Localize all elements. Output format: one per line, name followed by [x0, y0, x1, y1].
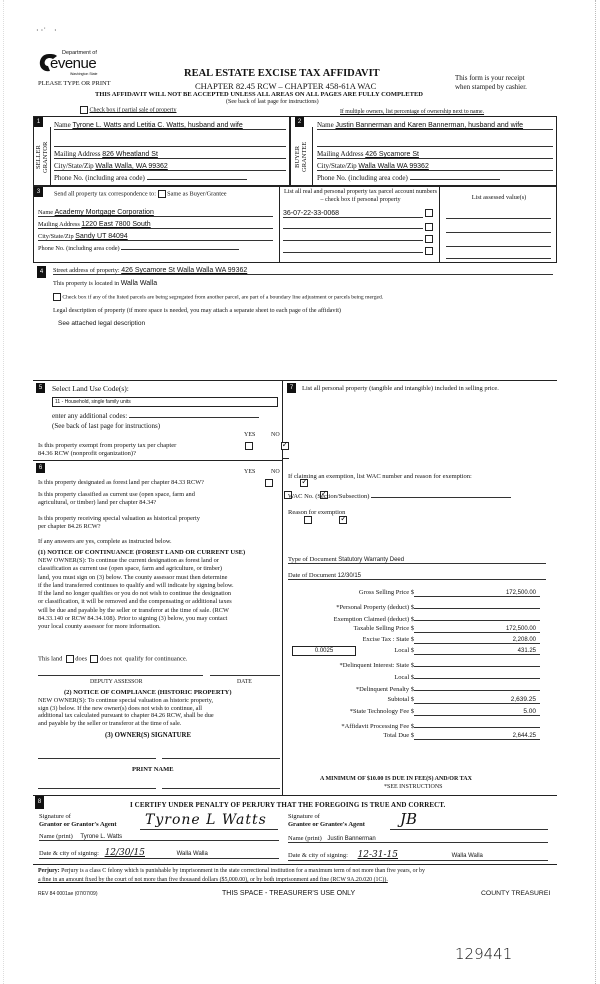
deputy-assessor-line[interactable]	[38, 675, 203, 676]
grantee-date-label: Date & city of signing:	[288, 852, 348, 859]
grantee-sig-label-2: Grantee or Grantee's Agent	[288, 821, 365, 828]
doc-type[interactable]: Statutory Warranty Deed	[338, 557, 405, 563]
this-land-label: This land	[38, 655, 63, 663]
exemption-label: If claiming an exemption, list WAC number and reason for exemption:	[288, 473, 472, 480]
land-use-instructions: (See back of last page for instructions)	[52, 422, 161, 430]
parcel-number[interactable]: 36-07-22-33-0068	[283, 210, 423, 218]
amount-label: *Delinquent Interest: State $	[339, 662, 414, 669]
amount-row-tech-fee	[288, 708, 546, 716]
rev-number: REV 84 0001ae (07/07/09)	[38, 891, 98, 897]
grantor-city[interactable]: Walla Walla	[176, 851, 208, 857]
additional-codes-label: enter any additional codes:	[52, 412, 128, 420]
receipt-note-1: This form is your receipt	[455, 74, 525, 82]
section-3-correspondence	[33, 186, 557, 263]
doc-type-label: Type of Document	[288, 556, 337, 563]
same-as-buyer-label: Same as Buyer/Grantee	[167, 190, 227, 198]
s6-q1-no-checkbox[interactable]	[300, 479, 308, 487]
logo-name: evenue	[50, 55, 97, 72]
amount-label: *Affidavit Processing Fee $	[341, 723, 414, 730]
correspondence-label: Send all property tax correspondence to:	[54, 190, 156, 198]
perjury-text-1: Perjury is a class C felony which is punishable by imprisonment in the state correctional institution for a maximum term of not more than five years, or by	[59, 868, 425, 874]
form-title: REAL ESTATE EXCISE TAX AFFIDAVIT	[184, 68, 380, 79]
section-number-8: 8	[35, 796, 44, 809]
corr-city-row	[38, 233, 273, 241]
section-number-4: 4	[37, 266, 46, 278]
grantor-sig-label-2: Grantor or Grantor's Agent	[39, 821, 117, 828]
s6-no-header: NO	[271, 469, 280, 475]
amount-label: *Delinquent Penalty $	[355, 686, 414, 693]
located-label: This property is located in	[53, 280, 120, 287]
amount-row-subtotal	[288, 696, 546, 704]
grantor-name[interactable]: Tyrone L. Watts	[80, 834, 123, 840]
parcel-number[interactable]	[283, 233, 423, 241]
personal-property-label: List all personal property (tangible and intangible) included in selling price.	[302, 385, 499, 392]
grantee-date[interactable]: 12-31-15	[357, 850, 399, 860]
grantee-signature-line[interactable]	[390, 829, 548, 830]
section-number-6: 6	[36, 463, 45, 473]
seller-phone[interactable]	[147, 179, 247, 180]
corr-city[interactable]: Sandy UT 84094	[75, 233, 128, 240]
assessor-date-line[interactable]	[210, 675, 280, 676]
reason-label: Reason for exemption	[288, 509, 346, 516]
scan-edge	[595, 0, 596, 984]
section-1-seller	[33, 116, 290, 186]
partial-sale-label: Check box if partial sale of property	[89, 107, 177, 114]
grantor-name-row	[39, 833, 279, 841]
amount-row-taxable	[288, 625, 546, 633]
notice1-line: NEW OWNER(S): To continue the current designation as forest land or	[38, 557, 219, 564]
amount-value[interactable]: 172,500.00	[414, 590, 540, 597]
personal-property-checkbox[interactable]	[425, 209, 433, 217]
amount-value[interactable]	[414, 601, 540, 609]
buyer-name-label: Name	[317, 121, 334, 129]
amount-label: Local $	[394, 647, 414, 654]
buyer-phone-label: Phone No. (including area code)	[317, 174, 408, 182]
exempt-question-1: Is this property exempt from property tax per chapter	[38, 442, 177, 449]
doc-type-row	[288, 556, 546, 564]
partial-sale	[80, 106, 176, 114]
seller-name[interactable]: Tyrone L. Watts and Letitia C. Watts, husband and wife	[72, 122, 243, 129]
located-value[interactable]: Walla Walla	[120, 280, 158, 287]
does-not-label: does not	[100, 655, 122, 663]
corr-mailing-row	[38, 221, 273, 229]
amount-label: Gross Selling Price $	[358, 589, 414, 596]
amount-row-personal	[288, 601, 546, 611]
seller-city-label: City/State/Zip	[54, 162, 94, 170]
s6-q1-yes-checkbox[interactable]	[265, 479, 273, 487]
seller-city-row	[54, 162, 286, 171]
owner-signature-label: (3) OWNER(S) SIGNATURE	[105, 732, 191, 739]
seller-side-strip	[34, 127, 51, 185]
amount-label: *Personal Property (deduct) $	[336, 604, 414, 611]
additional-codes-input[interactable]	[129, 411, 259, 418]
seller-phone-row	[54, 174, 286, 182]
seller-city[interactable]: Walla Walla, WA 99362	[95, 163, 168, 170]
wac-label: WAC No. (Section/Subsection)	[288, 493, 370, 500]
buyer-name[interactable]: Justin Bannerman and Karen Bannerman, husband and wife	[335, 122, 524, 129]
amount-row-local-tax	[288, 647, 546, 655]
segregated-row	[53, 293, 383, 301]
amount-value[interactable]: 2,208.00	[414, 637, 540, 644]
does-checkbox[interactable]	[66, 655, 74, 663]
amount-value[interactable]: 2,639.25	[414, 696, 540, 704]
s6-q3: Is this property receiving special valuation as historical property	[38, 515, 200, 522]
street-label: Street address of property:	[53, 267, 120, 274]
grantor-date-label: Date & city of signing:	[39, 850, 99, 857]
notice1-line: land, you must sign on (3) below. The county assessor must then determine	[38, 573, 228, 581]
assessed-value[interactable]	[446, 251, 551, 259]
grantee-date-row	[288, 850, 548, 861]
parcel-row-3	[283, 245, 438, 255]
s6-q3-line2: per chapter 84.26 RCW?	[38, 523, 101, 530]
grantee-name-row	[288, 835, 548, 843]
amount-value[interactable]: 5.00	[414, 708, 540, 716]
doc-date[interactable]: 12/30/15	[337, 573, 361, 579]
partial-sale-checkbox[interactable]	[80, 106, 88, 114]
notice2-line: additional tax calculated pursuant to chapter 84.26 RCW, shall be due	[38, 712, 214, 719]
assessed-value[interactable]	[446, 225, 551, 233]
form-warning: THIS AFFIDAVIT WILL NOT BE ACCEPTED UNLESS ALL AREAS ON ALL PAGES ARE FULLY COMPLETED	[95, 91, 423, 98]
amount-value[interactable]	[414, 659, 540, 667]
wac-row	[288, 491, 511, 500]
scan-specks: · ·˙ ·	[36, 26, 57, 35]
section-6-divider	[33, 460, 283, 461]
s6-q2: Is this property classified as current use (open space, farm and	[38, 491, 195, 498]
multiple-owners-note: If multiple owners, list percentage of ownership next to name.	[340, 109, 485, 115]
notice1-line: 84.33.140 or RCW 84.34.108). Prior to signing (3) below, you may contact	[38, 615, 228, 623]
amount-value[interactable]	[414, 671, 540, 679]
doc-date-row	[288, 572, 546, 580]
parcel-row-2	[283, 233, 438, 243]
print-name-label: PRINT NAME	[132, 766, 174, 773]
amount-value[interactable]: 2,644.25	[414, 733, 540, 740]
corr-mailing-label: Mailing Address	[38, 221, 80, 228]
amount-row-penalty	[288, 683, 546, 693]
treasurer-space: THIS SPACE - TREASURER'S USE ONLY	[222, 890, 356, 897]
amount-label: *State Technology Fee $	[349, 708, 414, 715]
print-name-line-1[interactable]	[38, 788, 156, 789]
personal-property-area[interactable]	[302, 404, 552, 454]
amount-value[interactable]	[414, 683, 540, 691]
s6-yes-header: YES	[244, 469, 256, 475]
amount-label: Local $	[394, 674, 414, 681]
corr-city-label: City/State/Zip	[38, 233, 74, 240]
street-address[interactable]: 426 Sycamore St Walla Walla WA 99362	[121, 267, 248, 274]
seller-side-label: SELLER GRANTOR	[35, 141, 49, 173]
wac-input[interactable]	[371, 491, 511, 498]
certify-statement: I CERTIFY UNDER PENALTY OF PERJURY THAT THE FOREGOING IS TRUE AND CORRECT.	[130, 801, 446, 809]
form-chapter: CHAPTER 82.45 RCW – CHAPTER 458-61A WAC	[195, 81, 377, 91]
grantor-signature-line[interactable]	[140, 829, 278, 830]
amount-label: Excise Tax : State $	[362, 636, 414, 643]
land-use-code-select[interactable]: 11 - Household, single family units	[52, 397, 278, 407]
corr-mailing[interactable]: 1220 East 7800 South	[81, 221, 151, 228]
amount-value[interactable]	[414, 720, 540, 728]
parcels-column	[279, 187, 440, 262]
seller-name-line2[interactable]	[54, 139, 286, 147]
personal-property-checkbox[interactable]	[425, 235, 433, 243]
perjury-bold: Perjury:	[38, 868, 60, 874]
deputy-assessor-label: DEPUTY ASSESSOR	[90, 679, 143, 685]
corr-phone[interactable]	[121, 249, 239, 250]
minimum-note: A MINIMUM OF $10.00 IS DUE IN FEE(S) AND/OR TAX	[320, 776, 472, 782]
exempt-question-2: 84.36 RCW (nonprofit organization)?	[38, 450, 136, 457]
owner-signature-line-2[interactable]	[162, 758, 280, 759]
local-rate-box[interactable]: 0.0025	[292, 646, 356, 656]
grantee-name[interactable]: Justin Bannerman	[327, 836, 376, 842]
grantor-name-label: Name (print)	[39, 833, 73, 840]
logo-state: Washington State	[70, 72, 98, 76]
dor-logo	[38, 50, 118, 80]
corr-name-row	[38, 209, 273, 217]
grantee-sig-label-1: Signature of	[288, 813, 320, 820]
buyer-mailing[interactable]: 426 Sycamore St	[365, 151, 419, 158]
amount-value[interactable]	[414, 613, 540, 621]
notice1-line: classification as current use (open space, farm and agriculture, or timber)	[38, 565, 222, 573]
receipt-note-2: when stamped by cashier.	[455, 83, 527, 91]
amount-row-processing-fee	[288, 720, 546, 730]
grantee-city[interactable]: Walla Walla	[451, 853, 483, 859]
section-number-7: 7	[287, 383, 296, 393]
segregated-checkbox[interactable]	[53, 293, 61, 301]
buyer-city-row	[317, 162, 553, 171]
parcel-number[interactable]	[283, 221, 423, 229]
amount-value[interactable]: 172,500.00	[414, 626, 540, 633]
county-treasurer: COUNTY TREASUREI	[481, 890, 551, 897]
notice1-line: your local county assessor for more information.	[38, 623, 161, 631]
personal-property-checkbox[interactable]	[425, 223, 433, 231]
buyer-phone-row	[317, 174, 553, 182]
buyer-side-label: BUYER GRANTEE	[294, 141, 308, 173]
perjury-line-2: a fine in an amount fixed by the court of not more than five thousand dollars ($5,000.00), or by both imprisonment and fine (RCW 9A.20.020 (1C)).	[38, 877, 388, 883]
qualify-label: qualify for continuance.	[125, 655, 188, 663]
amount-row-total	[288, 732, 546, 740]
parcel-row-1	[283, 221, 438, 231]
does-not-checkbox[interactable]	[90, 655, 98, 663]
buyer-name-row	[317, 121, 553, 130]
corr-phone-row	[38, 245, 273, 252]
notice1-title: (1) NOTICE OF CONTINUANCE (FOREST LAND OR CURRENT USE)	[38, 549, 246, 556]
seller-mailing-row	[54, 150, 286, 159]
s6-q1: Is this property designated as forest land per chapter 84.33 RCW?	[38, 479, 204, 486]
s6-q2-line2: agricultural, or timber) land per chapter 84.34?	[38, 499, 157, 506]
parcel-number[interactable]	[283, 245, 423, 253]
segregated-label: Check box if any of the listed parcels are being segregated from another parcel, are part of a boundary line adjustment or parcels being merged.	[62, 294, 384, 301]
logo-dept: Department of	[62, 50, 97, 56]
section-4-property	[33, 263, 557, 373]
corr-phone-label: Phone No. (including area code)	[38, 245, 120, 252]
section-number-3: 3	[34, 187, 43, 197]
legal-description[interactable]: See attached legal description	[58, 320, 146, 327]
seller-mailing-label: Mailing Address	[54, 150, 101, 158]
parcel-row-0	[283, 209, 438, 218]
seller-mailing[interactable]: 826 Wheatland St	[102, 151, 158, 158]
additional-codes-row	[52, 411, 259, 420]
assessed-value[interactable]	[446, 211, 551, 219]
buyer-mailing-label: Mailing Address	[317, 150, 364, 158]
buyer-name-line2[interactable]	[317, 139, 553, 147]
see-instructions: *SEE INSTRUCTIONS	[384, 784, 443, 790]
buyer-phone[interactable]	[410, 179, 500, 180]
amount-value[interactable]: 431.25	[414, 648, 540, 655]
personal-property-checkbox[interactable]	[425, 247, 433, 255]
exempt-no-checkbox[interactable]	[281, 442, 289, 450]
grantee-name-label: Name (print)	[288, 835, 322, 842]
buyer-mailing-row	[317, 150, 553, 159]
notice1-body	[38, 557, 234, 632]
exempt-no-header: NO	[271, 432, 280, 438]
doc-date-label: Date of Document	[288, 572, 337, 579]
amount-row-state-tax	[288, 636, 546, 644]
legal-label: Legal description of property (if more space is needed, you may attach a separate sheet to each page of the affidavit)	[53, 307, 341, 314]
exempt-yes-header: YES	[244, 432, 256, 438]
scan-edge-left	[3, 0, 4, 984]
correspondence-header	[54, 190, 227, 198]
corr-name-label: Name	[38, 209, 54, 216]
grantor-sig-label-1: Signature of	[39, 813, 71, 820]
section-number-5: 5	[36, 383, 45, 393]
buyer-city[interactable]: Walla Walla WA 99362	[358, 163, 429, 170]
grantor-date[interactable]: 12/30/15	[104, 848, 145, 858]
amount-label: Exemption Claimed (deduct) $	[333, 616, 414, 623]
notice2-title: (2) NOTICE OF COMPLIANCE (HISTORIC PROPERTY)	[64, 689, 232, 696]
notice1-line: or classification, it will be removed and the compensating or additional taxes	[38, 598, 232, 606]
reason-input[interactable]	[288, 520, 548, 550]
land-use-label: Select Land Use Code(s):	[52, 384, 129, 393]
notice2-body	[38, 697, 214, 727]
assessed-value[interactable]	[446, 239, 551, 247]
buyer-side-strip	[291, 127, 313, 185]
located-row	[53, 280, 157, 287]
assessed-header: List assessed value(s)	[471, 194, 527, 201]
amount-row-exemption	[288, 613, 546, 623]
notice2-line: and payable by the seller or transferor at the time of sale.	[38, 719, 182, 727]
perjury-line-1	[38, 868, 425, 874]
same-as-buyer-checkbox[interactable]	[158, 190, 166, 198]
notice1-line: if the land transferred continues to qualify and will indicate by signing below.	[38, 581, 234, 589]
owner-signature-line-1[interactable]	[38, 758, 156, 759]
does-label: does	[75, 655, 88, 663]
handwritten-number: 129441	[455, 945, 513, 963]
seller-name-label: Name	[54, 121, 71, 129]
section-2-buyer	[290, 116, 557, 186]
exemption-divider	[283, 458, 289, 459]
notice2-line: NEW OWNER(S): To continue special valuation as historic property,	[38, 697, 214, 704]
s6-if-yes: If any answers are yes, complete as instructed below.	[38, 538, 172, 545]
notice1-line: will be due and payable by the seller or transferor at the time of sale. (RCW	[38, 606, 229, 614]
section-number-2: 2	[295, 117, 304, 127]
seller-phone-label: Phone No. (including area code)	[54, 174, 145, 182]
grantor-date-row	[39, 848, 279, 859]
grantee-signature: JB	[400, 810, 418, 828]
amount-label: Subtotal $	[387, 696, 414, 703]
please-type: PLEASE TYPE OR PRINT	[38, 80, 111, 87]
assessor-date-label: DATE	[237, 679, 252, 685]
section-number-1: 1	[34, 117, 43, 127]
corr-name[interactable]: Academy Mortgage Corporation	[54, 209, 154, 216]
exempt-yes-checkbox[interactable]	[245, 442, 253, 450]
amount-label: Total Due $	[383, 732, 414, 739]
amount-row-delinq-state	[288, 659, 546, 669]
street-row	[53, 267, 553, 275]
amount-label: Taxable Selling Price $	[353, 625, 414, 632]
seller-name-row	[54, 121, 286, 130]
grantor-signature: Tyrone L Watts	[145, 812, 267, 828]
parcels-header: List all real and personal property tax parcel account numbers – check box if personal property	[283, 188, 438, 203]
amount-row-delinq-local	[288, 671, 546, 681]
form-instructions: (See back of last page for instructions)	[226, 99, 319, 105]
buyer-city-label: City/State/Zip	[317, 162, 357, 170]
print-name-line-2[interactable]	[162, 788, 280, 789]
continuance-row	[38, 655, 187, 663]
amount-row-gross	[288, 589, 546, 597]
notice2-line: sign (3) below. If the new owner(s) does not wish to continue, all	[38, 704, 202, 712]
notice1-line: If the land no longer qualifies or you do not wish to continue the designation	[38, 590, 232, 598]
